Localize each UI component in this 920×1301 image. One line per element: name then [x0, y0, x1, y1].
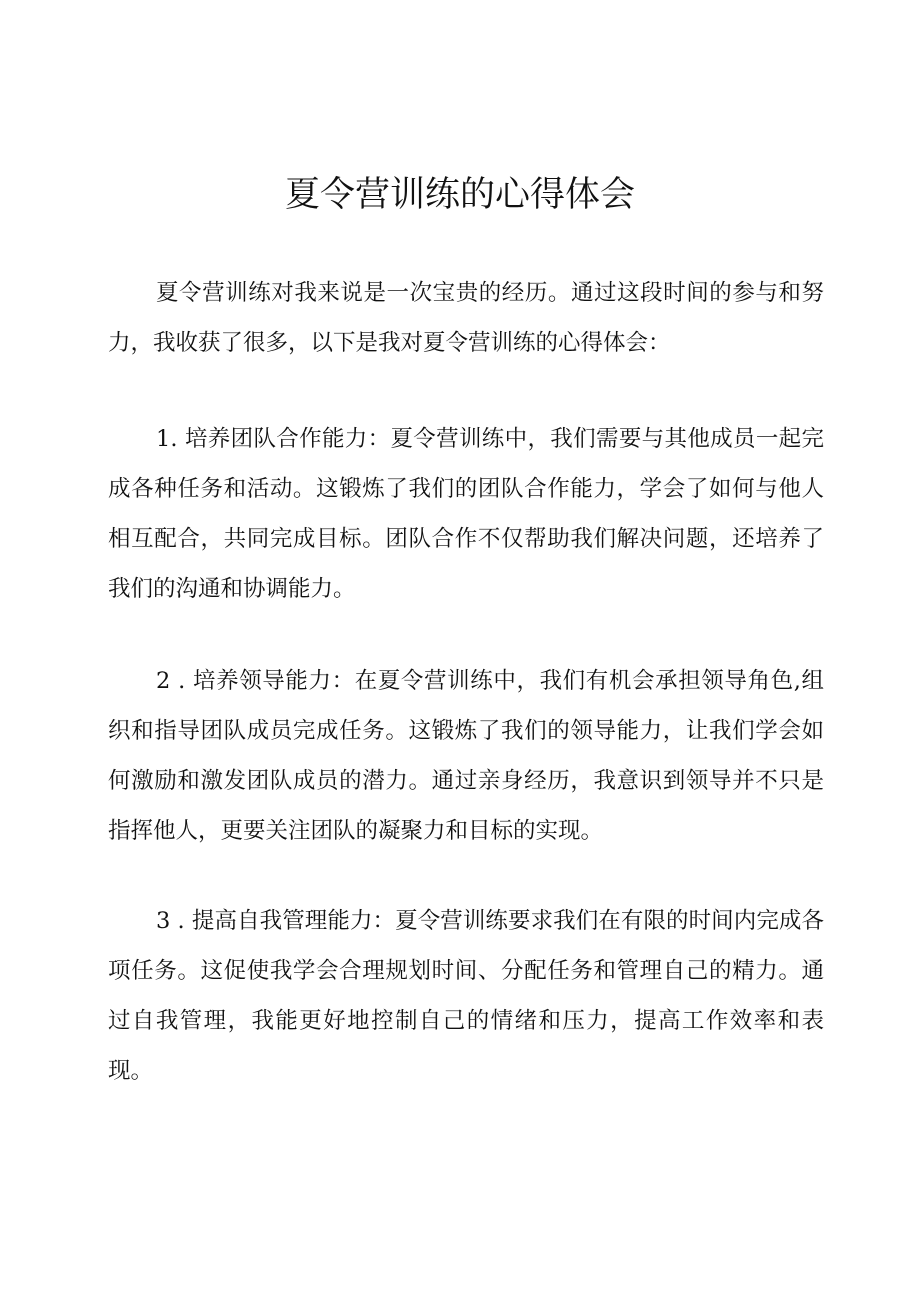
point-2-paragraph: 2 . 培养领导能力：在夏令营训练中，我们有机会承担领导角色,组织和指导团队成员完成任务。这锻炼了我们的领导能力，让我们学会如何激励和激发团队成员的潜力。通过亲身经历，我意识到领导并不只是指挥他人，更要关注团队的凝聚力和目标的实现。 [108, 668, 824, 844]
point-3-paragraph: 3 . 提高自我管理能力：夏令营训练要求我们在有限的时间内完成各项任务。这促使我学会合理规划时间、分配任务和管理自己的精力。通过自我管理，我能更好地控制自己的情绪和压力，提高工作效率和表现。 [108, 908, 824, 1084]
intro-paragraph: 夏令营训练对我来说是一次宝贵的经历。通过这段时间的参与和努力，我收获了很多，以下是我对夏令营训练的心得体会： [108, 280, 824, 356]
point-1-paragraph: 1. 培养团队合作能力：夏令营训练中，我们需要与其他成员一起完成各种任务和活动。这锻炼了我们的团队合作能力，学会了如何与他人相互配合，共同完成目标。团队合作不仅帮助我们解决问题，还培养了我们的沟通和协调能力。 [108, 426, 824, 602]
document-title: 夏令营训练的心得体会 [284, 175, 635, 215]
